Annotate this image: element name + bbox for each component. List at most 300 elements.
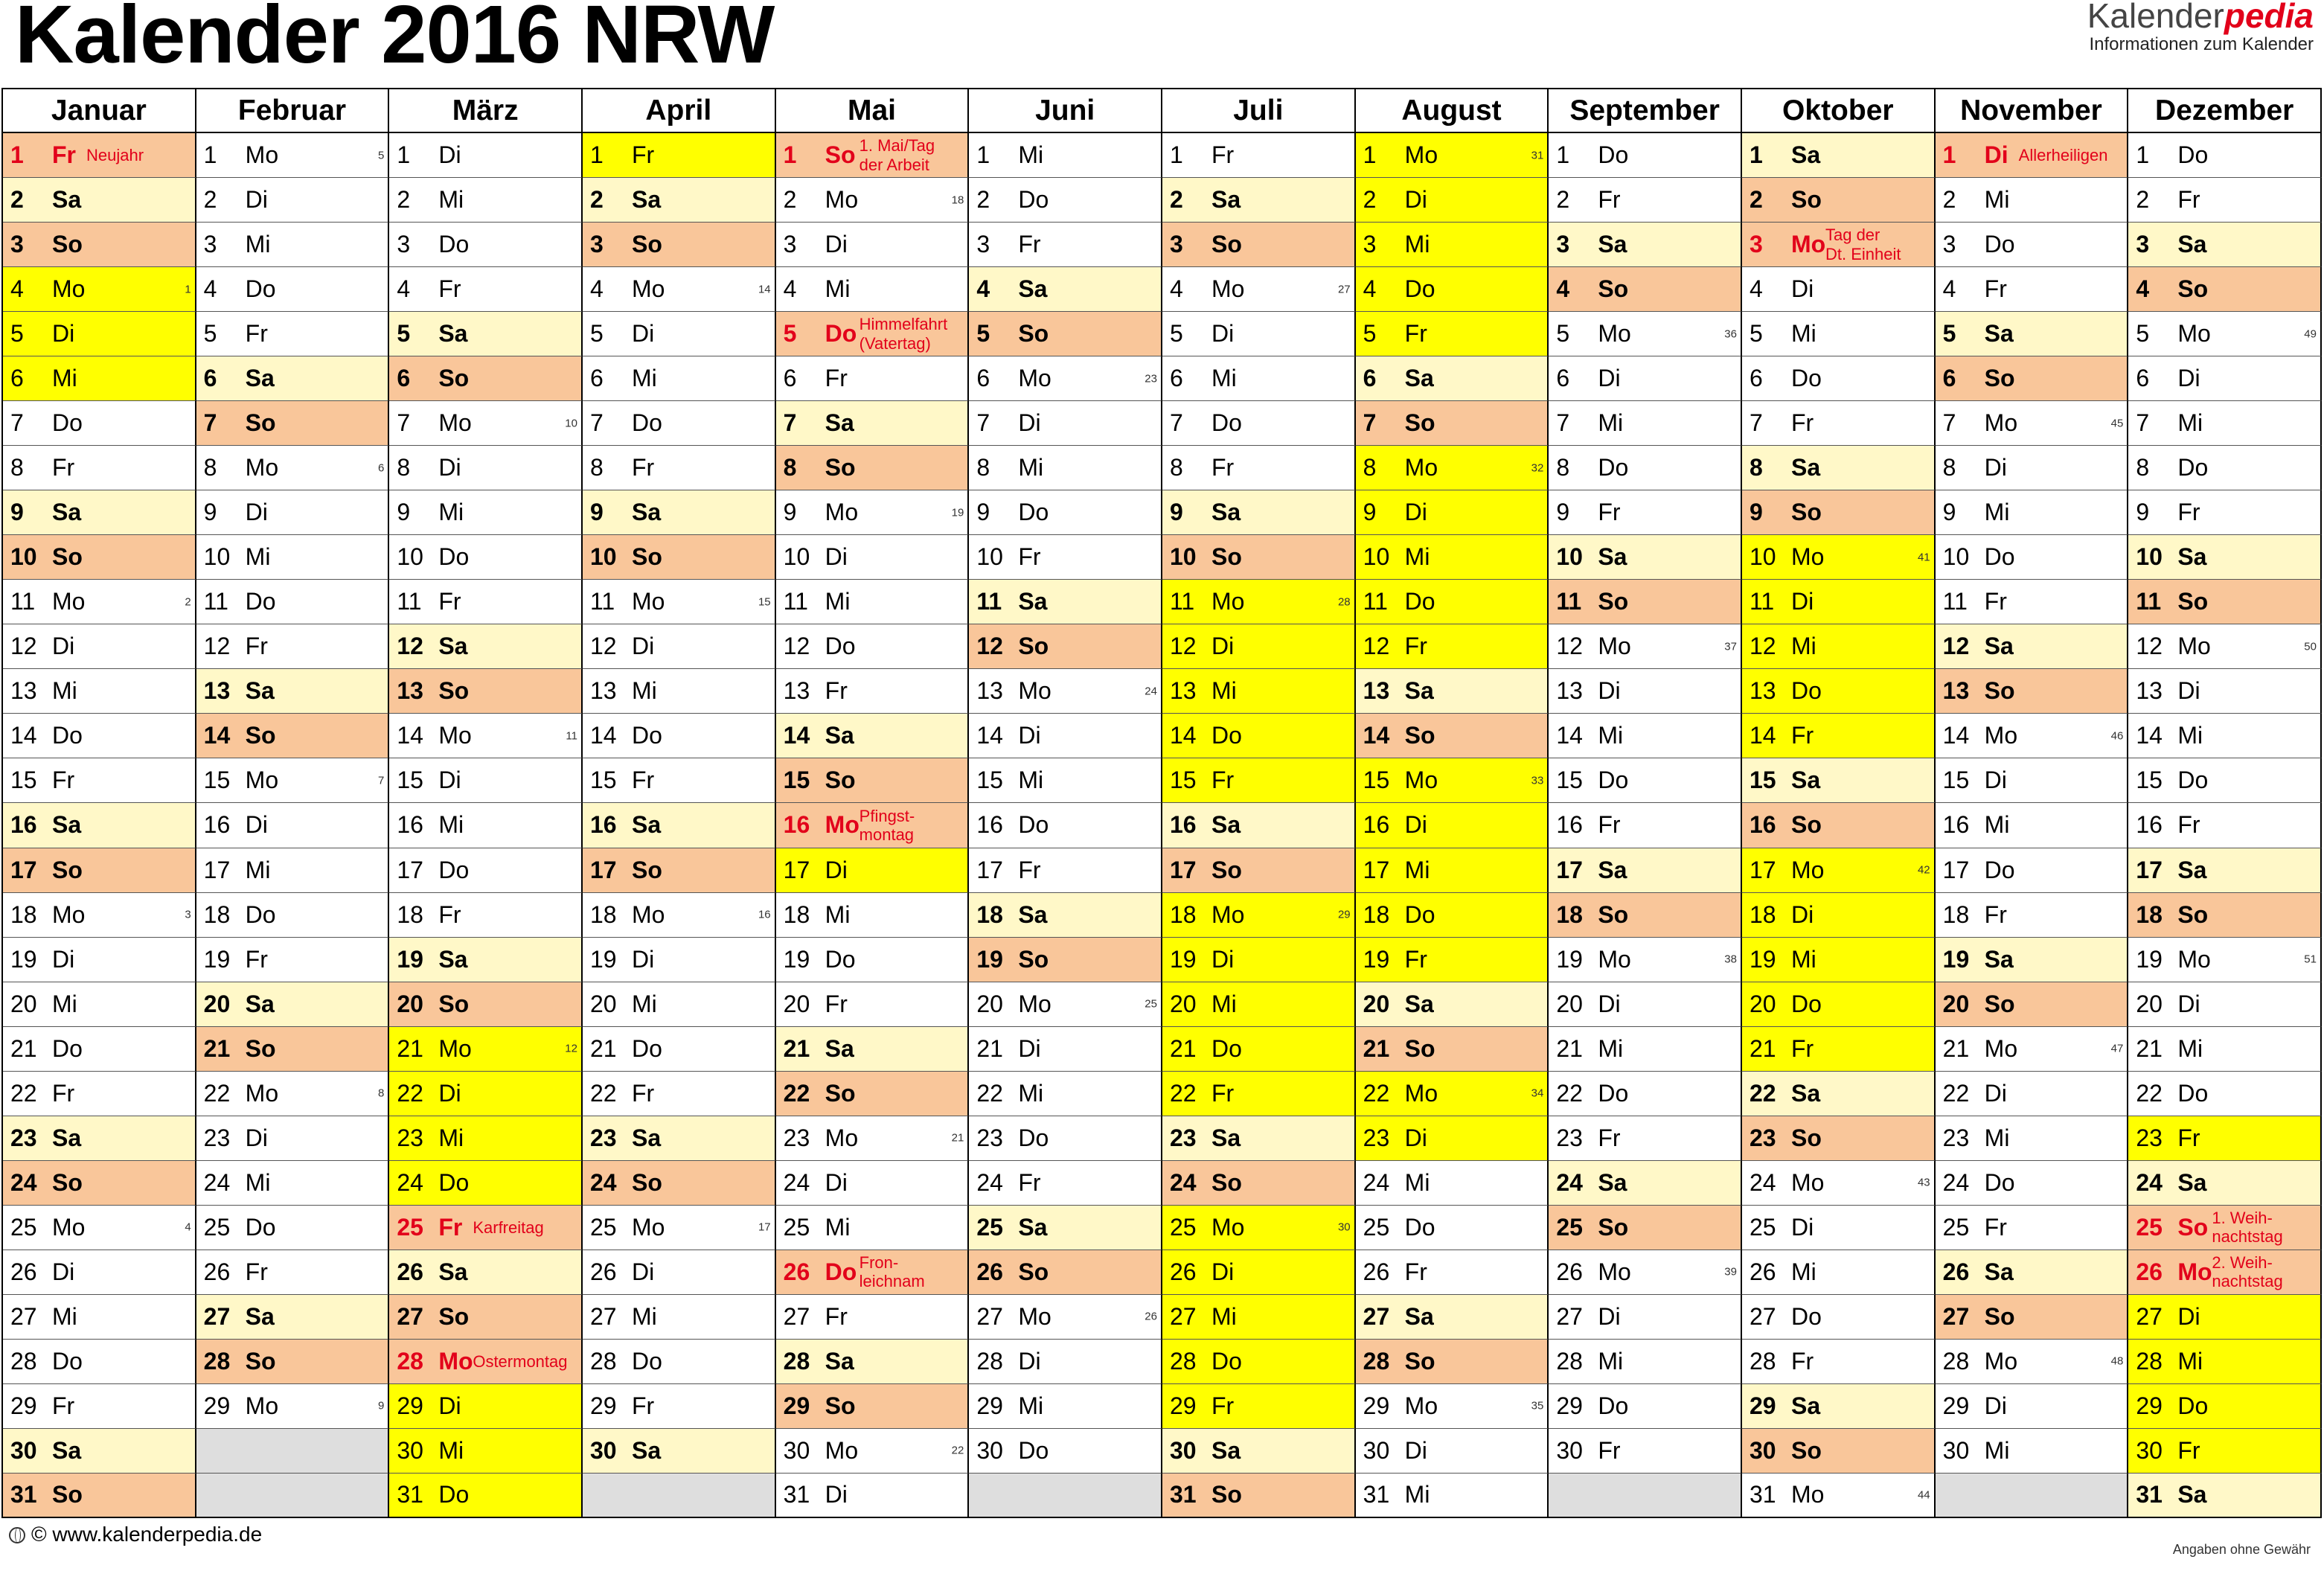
day-cell[interactable] — [583, 803, 776, 848]
day-cell[interactable] — [1549, 1206, 1742, 1250]
day-cell[interactable] — [1162, 1116, 1356, 1161]
day-cell[interactable] — [1742, 1429, 1936, 1474]
day-cell[interactable] — [2128, 1161, 2322, 1206]
day-cell[interactable] — [3, 669, 196, 714]
day-cell[interactable] — [3, 1206, 196, 1250]
day-cell[interactable] — [969, 178, 1162, 223]
day-cell[interactable] — [1549, 1250, 1742, 1295]
day-cell[interactable] — [1936, 982, 2129, 1027]
day-cell[interactable] — [196, 1340, 390, 1384]
day-cell[interactable] — [969, 312, 1162, 356]
day-cell[interactable] — [196, 624, 390, 669]
day-cell[interactable] — [776, 1206, 970, 1250]
day-cell[interactable] — [1356, 580, 1549, 624]
day-cell[interactable] — [776, 1027, 970, 1072]
day-cell[interactable] — [1936, 893, 2129, 938]
day-cell[interactable] — [1936, 624, 2129, 669]
day-cell[interactable] — [969, 267, 1162, 312]
day-cell[interactable] — [1936, 446, 2129, 490]
day-cell[interactable] — [1356, 938, 1549, 982]
day-cell[interactable] — [1936, 356, 2129, 401]
day-cell[interactable] — [1742, 848, 1936, 893]
day-cell[interactable] — [583, 1250, 776, 1295]
day-cell[interactable] — [969, 1027, 1162, 1072]
day-cell[interactable] — [969, 401, 1162, 446]
day-cell[interactable] — [1936, 1384, 2129, 1429]
day-cell[interactable] — [969, 938, 1162, 982]
day-cell[interactable] — [583, 1027, 776, 1072]
day-cell[interactable] — [969, 982, 1162, 1027]
day-cell[interactable] — [1356, 1474, 1549, 1518]
day-cell[interactable] — [389, 1206, 583, 1250]
day-cell[interactable] — [776, 356, 970, 401]
day-cell[interactable] — [969, 1161, 1162, 1206]
day-cell[interactable] — [389, 178, 583, 223]
day-cell[interactable] — [1162, 1161, 1356, 1206]
day-cell[interactable] — [1162, 490, 1356, 535]
day-cell[interactable] — [3, 1250, 196, 1295]
day-cell[interactable] — [969, 669, 1162, 714]
day-cell[interactable] — [1936, 938, 2129, 982]
day-cell[interactable] — [1549, 938, 1742, 982]
day-cell[interactable] — [1356, 356, 1549, 401]
day-cell[interactable] — [1936, 758, 2129, 803]
day-cell[interactable] — [389, 624, 583, 669]
day-cell[interactable] — [196, 1206, 390, 1250]
day-cell[interactable] — [1742, 223, 1936, 267]
day-cell[interactable] — [1742, 1116, 1936, 1161]
day-cell[interactable] — [1356, 803, 1549, 848]
day-cell[interactable] — [1549, 1116, 1742, 1161]
day-cell[interactable] — [3, 982, 196, 1027]
day-cell[interactable] — [2128, 490, 2322, 535]
day-cell[interactable] — [776, 1295, 970, 1340]
day-cell[interactable] — [3, 490, 196, 535]
day-cell[interactable] — [389, 1295, 583, 1340]
day-cell[interactable] — [1162, 1429, 1356, 1474]
day-cell[interactable] — [1549, 669, 1742, 714]
day-cell[interactable] — [1742, 1384, 1936, 1429]
day-cell[interactable] — [196, 267, 390, 312]
day-cell[interactable] — [1356, 1295, 1549, 1340]
day-cell[interactable] — [389, 803, 583, 848]
day-cell[interactable] — [389, 580, 583, 624]
day-cell[interactable] — [1936, 1027, 2129, 1072]
day-cell[interactable] — [2128, 1206, 2322, 1250]
day-cell[interactable] — [196, 803, 390, 848]
day-cell[interactable] — [1742, 1250, 1936, 1295]
day-cell[interactable] — [583, 312, 776, 356]
day-cell[interactable] — [3, 267, 196, 312]
day-cell[interactable] — [969, 535, 1162, 580]
day-cell[interactable] — [1936, 848, 2129, 893]
day-cell[interactable] — [196, 1250, 390, 1295]
day-cell[interactable] — [3, 133, 196, 178]
day-cell[interactable] — [196, 312, 390, 356]
day-cell[interactable] — [1162, 312, 1356, 356]
day-cell[interactable] — [583, 714, 776, 758]
day-cell[interactable] — [389, 401, 583, 446]
day-cell[interactable] — [389, 1116, 583, 1161]
day-cell[interactable] — [2128, 714, 2322, 758]
day-cell[interactable] — [1356, 893, 1549, 938]
day-cell[interactable] — [1936, 580, 2129, 624]
day-cell[interactable] — [2128, 848, 2322, 893]
day-cell[interactable] — [389, 1384, 583, 1429]
day-cell[interactable] — [1162, 535, 1356, 580]
day-cell[interactable] — [3, 624, 196, 669]
day-cell[interactable] — [1936, 803, 2129, 848]
day-cell[interactable] — [1549, 1384, 1742, 1429]
day-cell[interactable] — [389, 714, 583, 758]
day-cell[interactable] — [583, 848, 776, 893]
day-cell[interactable] — [196, 1027, 390, 1072]
day-cell[interactable] — [776, 133, 970, 178]
day-cell[interactable] — [969, 133, 1162, 178]
day-cell[interactable] — [196, 223, 390, 267]
day-cell[interactable] — [196, 1116, 390, 1161]
day-cell[interactable] — [2128, 758, 2322, 803]
day-cell[interactable] — [1549, 535, 1742, 580]
day-cell[interactable] — [1742, 446, 1936, 490]
day-cell[interactable] — [1742, 1295, 1936, 1340]
day-cell[interactable] — [196, 1384, 390, 1429]
day-cell[interactable] — [1936, 669, 2129, 714]
day-cell[interactable] — [196, 356, 390, 401]
day-cell[interactable] — [583, 535, 776, 580]
day-cell[interactable] — [389, 1027, 583, 1072]
day-cell[interactable] — [583, 356, 776, 401]
day-cell[interactable] — [1162, 267, 1356, 312]
day-cell[interactable] — [1356, 223, 1549, 267]
day-cell[interactable] — [1162, 133, 1356, 178]
day-cell[interactable] — [389, 848, 583, 893]
day-cell[interactable] — [1742, 312, 1936, 356]
day-cell[interactable] — [389, 1474, 583, 1518]
day-cell[interactable] — [969, 624, 1162, 669]
day-cell[interactable] — [1356, 1116, 1549, 1161]
day-cell[interactable] — [583, 1340, 776, 1384]
day-cell[interactable] — [969, 580, 1162, 624]
day-cell[interactable] — [776, 1429, 970, 1474]
day-cell[interactable] — [3, 1474, 196, 1518]
day-cell[interactable] — [196, 1072, 390, 1116]
day-cell[interactable] — [1356, 535, 1549, 580]
day-cell[interactable] — [583, 1429, 776, 1474]
day-cell[interactable] — [969, 848, 1162, 893]
day-cell[interactable] — [776, 803, 970, 848]
day-cell[interactable] — [2128, 535, 2322, 580]
day-cell[interactable] — [1936, 1295, 2129, 1340]
day-cell[interactable] — [1742, 1161, 1936, 1206]
day-cell[interactable] — [1356, 1161, 1549, 1206]
day-cell[interactable] — [1356, 133, 1549, 178]
day-cell[interactable] — [1356, 1250, 1549, 1295]
day-cell[interactable] — [1549, 490, 1742, 535]
day-cell[interactable] — [583, 267, 776, 312]
day-cell[interactable] — [1936, 312, 2129, 356]
day-cell[interactable] — [1356, 267, 1549, 312]
day-cell[interactable] — [1162, 982, 1356, 1027]
day-cell[interactable] — [1356, 624, 1549, 669]
day-cell[interactable] — [1162, 758, 1356, 803]
day-cell[interactable] — [1936, 1116, 2129, 1161]
day-cell[interactable] — [776, 982, 970, 1027]
day-cell[interactable] — [969, 356, 1162, 401]
day-cell[interactable] — [2128, 893, 2322, 938]
day-cell[interactable] — [2128, 133, 2322, 178]
day-cell[interactable] — [776, 580, 970, 624]
day-cell[interactable] — [2128, 1116, 2322, 1161]
day-cell[interactable] — [2128, 1429, 2322, 1474]
day-cell[interactable] — [776, 401, 970, 446]
day-cell[interactable] — [1549, 401, 1742, 446]
day-cell[interactable] — [969, 714, 1162, 758]
day-cell[interactable] — [1162, 356, 1356, 401]
day-cell[interactable] — [2128, 312, 2322, 356]
day-cell[interactable] — [1549, 624, 1742, 669]
day-cell[interactable] — [3, 312, 196, 356]
day-cell[interactable] — [1549, 1161, 1742, 1206]
day-cell[interactable] — [3, 535, 196, 580]
day-cell[interactable] — [583, 401, 776, 446]
day-cell[interactable] — [1549, 223, 1742, 267]
day-cell[interactable] — [196, 580, 390, 624]
day-cell[interactable] — [776, 490, 970, 535]
day-cell[interactable] — [1549, 1027, 1742, 1072]
day-cell[interactable] — [3, 758, 196, 803]
day-cell[interactable] — [2128, 1072, 2322, 1116]
day-cell[interactable] — [1162, 1384, 1356, 1429]
day-cell[interactable] — [3, 714, 196, 758]
day-cell[interactable] — [1549, 356, 1742, 401]
day-cell[interactable] — [1162, 1340, 1356, 1384]
day-cell[interactable] — [969, 1340, 1162, 1384]
day-cell[interactable] — [1162, 893, 1356, 938]
day-cell[interactable] — [2128, 1027, 2322, 1072]
day-cell[interactable] — [583, 446, 776, 490]
day-cell[interactable] — [1162, 223, 1356, 267]
day-cell[interactable] — [1936, 133, 2129, 178]
day-cell[interactable] — [2128, 624, 2322, 669]
day-cell[interactable] — [1549, 848, 1742, 893]
day-cell[interactable] — [583, 178, 776, 223]
day-cell[interactable] — [3, 803, 196, 848]
day-cell[interactable] — [389, 938, 583, 982]
day-cell[interactable] — [1936, 714, 2129, 758]
day-cell[interactable] — [2128, 446, 2322, 490]
day-cell[interactable] — [389, 133, 583, 178]
day-cell[interactable] — [389, 982, 583, 1027]
day-cell[interactable] — [969, 1295, 1162, 1340]
day-cell[interactable] — [196, 178, 390, 223]
day-cell[interactable] — [196, 133, 390, 178]
day-cell[interactable] — [969, 490, 1162, 535]
day-cell[interactable] — [1162, 938, 1356, 982]
day-cell[interactable] — [1549, 1072, 1742, 1116]
day-cell[interactable] — [1742, 580, 1936, 624]
day-cell[interactable] — [1742, 624, 1936, 669]
day-cell[interactable] — [583, 1072, 776, 1116]
day-cell[interactable] — [776, 178, 970, 223]
day-cell[interactable] — [196, 758, 390, 803]
day-cell[interactable] — [196, 848, 390, 893]
day-cell[interactable] — [3, 356, 196, 401]
day-cell[interactable] — [1356, 401, 1549, 446]
day-cell[interactable] — [776, 1250, 970, 1295]
day-cell[interactable] — [776, 893, 970, 938]
day-cell[interactable] — [3, 1027, 196, 1072]
day-cell[interactable] — [1742, 356, 1936, 401]
day-cell[interactable] — [389, 1072, 583, 1116]
day-cell[interactable] — [1356, 312, 1549, 356]
day-cell[interactable] — [1936, 1250, 2129, 1295]
day-cell[interactable] — [389, 758, 583, 803]
day-cell[interactable] — [3, 1429, 196, 1474]
day-cell[interactable] — [1162, 1474, 1356, 1518]
day-cell[interactable] — [776, 758, 970, 803]
day-cell[interactable] — [1356, 490, 1549, 535]
day-cell[interactable] — [969, 1250, 1162, 1295]
day-cell[interactable] — [1356, 1206, 1549, 1250]
day-cell[interactable] — [583, 1161, 776, 1206]
day-cell[interactable] — [583, 1116, 776, 1161]
day-cell[interactable] — [196, 1161, 390, 1206]
day-cell[interactable] — [1742, 535, 1936, 580]
day-cell[interactable] — [776, 714, 970, 758]
day-cell[interactable] — [2128, 178, 2322, 223]
day-cell[interactable] — [1549, 714, 1742, 758]
day-cell[interactable] — [389, 669, 583, 714]
day-cell[interactable] — [2128, 1340, 2322, 1384]
day-cell[interactable] — [583, 133, 776, 178]
day-cell[interactable] — [2128, 1474, 2322, 1518]
day-cell[interactable] — [1162, 848, 1356, 893]
day-cell[interactable] — [1356, 1429, 1549, 1474]
day-cell[interactable] — [969, 1116, 1162, 1161]
day-cell[interactable] — [776, 1161, 970, 1206]
day-cell[interactable] — [2128, 223, 2322, 267]
day-cell[interactable] — [1162, 178, 1356, 223]
day-cell[interactable] — [1356, 1027, 1549, 1072]
day-cell[interactable] — [1936, 1161, 2129, 1206]
day-cell[interactable] — [196, 982, 390, 1027]
day-cell[interactable] — [1936, 1206, 2129, 1250]
day-cell[interactable] — [776, 535, 970, 580]
day-cell[interactable] — [583, 580, 776, 624]
day-cell[interactable] — [1742, 1072, 1936, 1116]
day-cell[interactable] — [1549, 803, 1742, 848]
day-cell[interactable] — [1742, 178, 1936, 223]
day-cell[interactable] — [196, 938, 390, 982]
day-cell[interactable] — [1549, 267, 1742, 312]
day-cell[interactable] — [3, 1295, 196, 1340]
day-cell[interactable] — [389, 267, 583, 312]
day-cell[interactable] — [196, 401, 390, 446]
day-cell[interactable] — [583, 1384, 776, 1429]
day-cell[interactable] — [1162, 1027, 1356, 1072]
day-cell[interactable] — [1356, 714, 1549, 758]
day-cell[interactable] — [1742, 714, 1936, 758]
day-cell[interactable] — [969, 1429, 1162, 1474]
day-cell[interactable] — [1162, 714, 1356, 758]
day-cell[interactable] — [969, 803, 1162, 848]
day-cell[interactable] — [2128, 1250, 2322, 1295]
day-cell[interactable] — [1356, 848, 1549, 893]
day-cell[interactable] — [1356, 446, 1549, 490]
day-cell[interactable] — [3, 938, 196, 982]
day-cell[interactable] — [1549, 446, 1742, 490]
day-cell[interactable] — [2128, 982, 2322, 1027]
day-cell[interactable] — [3, 223, 196, 267]
day-cell[interactable] — [389, 1340, 583, 1384]
day-cell[interactable] — [196, 714, 390, 758]
day-cell[interactable] — [2128, 267, 2322, 312]
day-cell[interactable] — [776, 1072, 970, 1116]
day-cell[interactable] — [969, 446, 1162, 490]
day-cell[interactable] — [1549, 1295, 1742, 1340]
day-cell[interactable] — [1936, 223, 2129, 267]
day-cell[interactable] — [3, 178, 196, 223]
day-cell[interactable] — [583, 758, 776, 803]
day-cell[interactable] — [2128, 580, 2322, 624]
day-cell[interactable] — [583, 490, 776, 535]
day-cell[interactable] — [2128, 401, 2322, 446]
day-cell[interactable] — [1162, 1250, 1356, 1295]
day-cell[interactable] — [1936, 1429, 2129, 1474]
day-cell[interactable] — [583, 982, 776, 1027]
day-cell[interactable] — [1549, 758, 1742, 803]
day-cell[interactable] — [776, 1340, 970, 1384]
day-cell[interactable] — [969, 1384, 1162, 1429]
day-cell[interactable] — [1549, 893, 1742, 938]
day-cell[interactable] — [389, 1161, 583, 1206]
day-cell[interactable] — [3, 893, 196, 938]
day-cell[interactable] — [389, 893, 583, 938]
day-cell[interactable] — [1549, 982, 1742, 1027]
day-cell[interactable] — [196, 1295, 390, 1340]
day-cell[interactable] — [583, 669, 776, 714]
day-cell[interactable] — [2128, 938, 2322, 982]
day-cell[interactable] — [1742, 1206, 1936, 1250]
day-cell[interactable] — [389, 223, 583, 267]
day-cell[interactable] — [776, 1116, 970, 1161]
day-cell[interactable] — [1742, 1340, 1936, 1384]
day-cell[interactable] — [776, 312, 970, 356]
day-cell[interactable] — [1356, 1340, 1549, 1384]
day-cell[interactable] — [1162, 669, 1356, 714]
day-cell[interactable] — [1162, 1206, 1356, 1250]
day-cell[interactable] — [1549, 178, 1742, 223]
day-cell[interactable] — [1936, 535, 2129, 580]
day-cell[interactable] — [1936, 267, 2129, 312]
day-cell[interactable] — [1162, 1072, 1356, 1116]
day-cell[interactable] — [3, 1384, 196, 1429]
day-cell[interactable] — [3, 1072, 196, 1116]
day-cell[interactable] — [3, 1340, 196, 1384]
day-cell[interactable] — [196, 446, 390, 490]
day-cell[interactable] — [3, 1116, 196, 1161]
day-cell[interactable] — [583, 624, 776, 669]
day-cell[interactable] — [1936, 490, 2129, 535]
day-cell[interactable] — [389, 1250, 583, 1295]
day-cell[interactable] — [776, 267, 970, 312]
day-cell[interactable] — [2128, 1295, 2322, 1340]
day-cell[interactable] — [1742, 133, 1936, 178]
day-cell[interactable] — [389, 356, 583, 401]
day-cell[interactable] — [3, 401, 196, 446]
day-cell[interactable] — [1549, 1429, 1742, 1474]
